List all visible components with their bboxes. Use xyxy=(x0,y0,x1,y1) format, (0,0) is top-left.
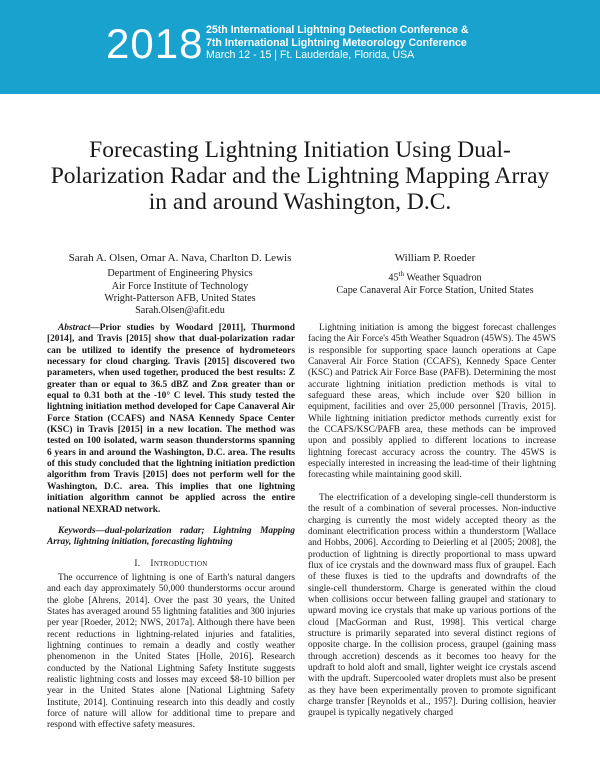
body-paragraph-2: The electrification of a developing single-cell thunderstorm is the result of a combination of several processes. Non-inductive charging is currently the most widely accepted theory as the dominant electrification process within a thunderstorm [Wallace and Hobbs, 2006]. According to Deierling et al [2005; 2008], the production of lightning is directly proportional to mass upward flux of ice crystals and the downward mass flux of graupel. Each of these fluxes is tied to the updrafts and downdrafts of the single-cell thunderstorm. Charge is generated within the cloud when collisions occur between falling graupel and stationary to upward moving ice crystals that make up various portions of the cloud [MacGorman and Rust, 1998]. This vertical charge structure is primarily separated into several distinct regions of opposite charge. In the collision process, graupel (gaining mass through accretion) descends as it becomes too heavy for the updraft to hold aloft and small, lighter weight ice crystals ascend with the updraft. Supercooled water droplets must also be present as they have been experimentally proven to promote significant charge transfer [Reynolds et al., 1957]. During collision, heavier graupel is typically negatively charged xyxy=(308,492,556,719)
abstract-text: Prior studies by Woodard [2011], Thurmond [2014], and Travis [2015] show that dual-polarization radar can be utilized to identify the presence of hydrometeors necessary for cloud charging. Travis [2015] discovered two parameters, when used together, produced the best results: Z greater than or equal to 36.5 dBZ and Zᴅʀ greater than or equal to 0.31 both at the -10° C level. This study tested the lightning initiation method developed for Cape Canaveral Air Force Station (CCAFS) and NASA Kennedy Space Center (KSC) in Travis [2015] in a new location. The method was tested on 100 isolated, warm season thunderstorms spanning 6 years in and around the Washington, D.C. area. The results of this study concluded that the lightning initiation prediction algorithm from Travis [2015] does not perform well for the Washington, D.C. area. This implies that one lightning initiation algorithm cannot be applied across the entire national NEXRAD network. xyxy=(47,323,295,515)
conference-line-1: 25th International Lightning Detection Conference & xyxy=(206,24,469,36)
abstract-label: Abstract— xyxy=(58,323,100,333)
author-block-right xyxy=(310,252,560,297)
keywords: Keywords—dual-polarization radar; Lightning Mapping Array, lightning initiation, forecasting lightning xyxy=(47,525,295,548)
introduction-paragraph: The occurrence of lightning is one of Earth's natural dangers and each day approximately 50,000 thunderstorms occur around the globe [Ahrens, 2014]. Over the past 30 years, the United States has averaged around 55 lightning fatalities and 300 injuries per year [Roeder, 2012; NWS, 2017a]. Although there have been recent reductions in lightning-related injuries and fatalities, lightning continues to remain a deadly and costly weather phenomenon in the United States [Holle, 2016]. Research conducted by the National Lightning Safety Institute suggests realistic lightning costs and losses may exceed $8-10 billion per year in the United States alone [National Lightning Safety Institute, 2014]. Continuing research into this deadly and costly force of nature will allow for additional time to prepare and respond with effective safety measures. xyxy=(47,572,295,731)
right-column xyxy=(308,323,556,720)
author-location-right: Cape Canaveral Air Force Station, United States xyxy=(336,284,534,296)
author-email: Sarah.Olsen@afit.edu xyxy=(135,305,225,317)
author-department: Department of Engineering Physics xyxy=(107,268,253,280)
author-names-left: Sarah A. Olsen, Omar A. Nava, Charlton D. Lewis xyxy=(68,252,292,264)
author-location-left: Wright-Patterson AFB, United States xyxy=(104,292,256,304)
author-unit: 45th Weather Squadron xyxy=(388,270,482,284)
conference-banner xyxy=(0,0,600,94)
conference-line-2: 7th International Lightning Meteorology Conference xyxy=(206,36,467,49)
paper-title: Forecasting Lightning Initiation Using Dual-Polarization Radar and the Lightning Mapping Array in and around Washington, D.C. xyxy=(50,137,550,215)
body-paragraph-1: Lightning initiation is among the biggest forecast challenges facing the Air Force's 45th Weather Squadron (45WS). The 45WS is responsible for supporting space launch operations at Cape Canaveral Air Force Station (CCAFS), Kennedy Space Center (KSC) and Patrick Air Force Base (PAFB). Determining the most accurate lightning initiation prediction methods is vital to safeguard these areas, which include over $20 billion in equipment, facilities and over 25,000 personnel [Travis, 2015]. While lightning initiation predictor methods currently exist for the CCAFS/KSC/PAFB area, these methods can be improved upon and possibly applied to different locations to increase lightning forecast accuracy across the country. The 45WS is especially interested in increasing the lead-time of their lightning forecasting while maintaining good skill. xyxy=(308,323,556,481)
author-institution: Air Force Institute of Technology xyxy=(111,280,249,292)
banner-year: 2018 xyxy=(106,20,204,67)
banner-text xyxy=(206,24,469,62)
author-names-right: William P. Roeder xyxy=(394,252,476,264)
section-heading-introduction: I. Introduction xyxy=(134,558,208,569)
conference-dates-location: March 12 - 15 | Ft. Lauderdale, Florida, USA xyxy=(206,49,415,61)
abstract xyxy=(47,323,295,516)
author-block-left xyxy=(55,252,305,317)
left-column xyxy=(47,323,295,732)
